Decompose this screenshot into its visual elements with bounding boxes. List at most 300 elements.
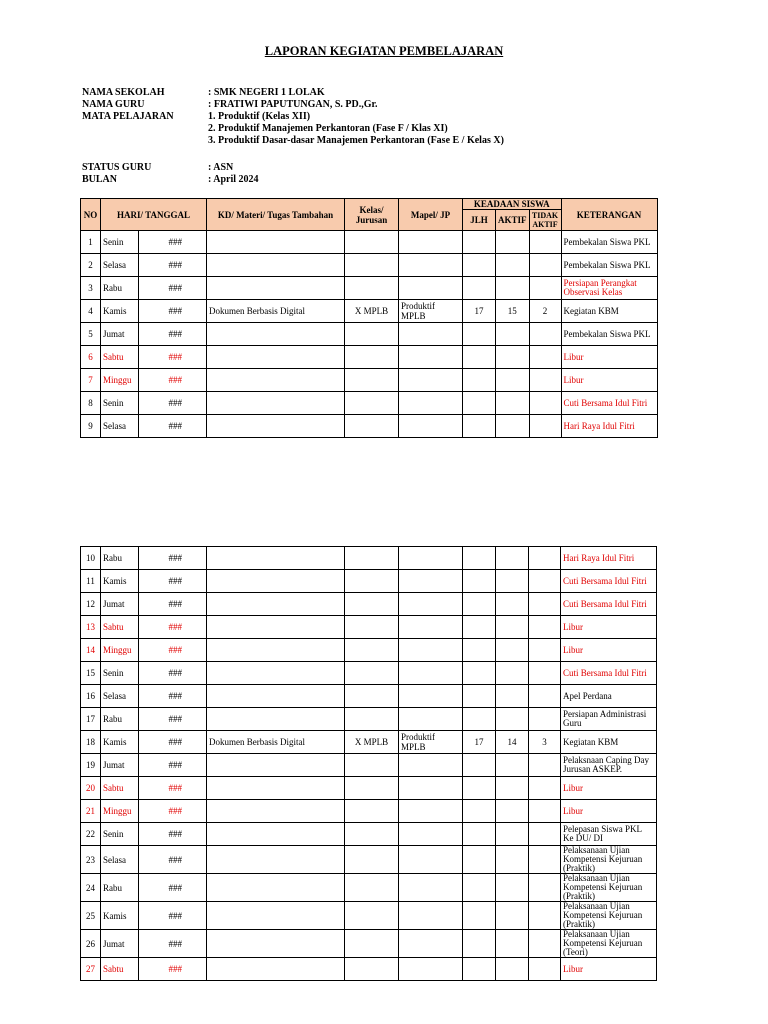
row-date: ### <box>139 639 207 662</box>
row-jlh <box>463 277 496 300</box>
row-aktif <box>496 685 529 708</box>
row-mapel <box>399 547 463 570</box>
row-tidak-aktif: 2 <box>529 300 561 323</box>
row-kelas <box>345 639 399 662</box>
row-jlh <box>463 958 496 981</box>
row-mapel <box>399 958 463 981</box>
table-row <box>81 639 657 662</box>
col-kd: KD/ Materi/ Tugas Tambahan <box>207 199 345 231</box>
row-jlh <box>463 874 496 902</box>
row-aktif <box>496 902 529 930</box>
row-aktif: 14 <box>496 731 529 754</box>
school-value: : SMK NEGERI 1 LOLAK <box>208 87 325 98</box>
row-keterangan: Hari Raya Idul Fitri <box>561 415 657 438</box>
row-day: Minggu <box>101 639 139 662</box>
row-day: Jumat <box>101 323 139 346</box>
table-row <box>81 874 657 902</box>
row-tidak-aktif <box>529 930 561 958</box>
row-mapel <box>399 616 463 639</box>
row-aktif <box>496 754 529 777</box>
row-kd <box>207 277 345 300</box>
row-tidak-aktif <box>529 415 561 438</box>
table-row <box>81 958 657 981</box>
row-mapel <box>399 685 463 708</box>
row-date: ### <box>139 323 207 346</box>
row-kelas <box>345 777 399 800</box>
row-kd <box>207 777 345 800</box>
row-keterangan: Pembekalan Siswa PKL <box>561 254 657 277</box>
row-keterangan: Pembekalan Siswa PKL <box>561 323 657 346</box>
row-day: Selasa <box>101 415 139 438</box>
row-kd <box>207 323 345 346</box>
table-row <box>81 547 657 570</box>
row-date: ### <box>139 662 207 685</box>
row-kelas <box>345 593 399 616</box>
row-aktif <box>496 777 529 800</box>
row-aktif: 15 <box>496 300 530 323</box>
row-kelas <box>345 800 399 823</box>
table-row <box>81 323 658 346</box>
row-kelas: X MPLB <box>345 731 399 754</box>
row-keterangan: Cuti Bersama Idul Fitri <box>561 662 657 685</box>
row-tidak-aktif <box>529 547 561 570</box>
row-jlh <box>463 902 496 930</box>
row-mapel <box>399 777 463 800</box>
row-kd <box>207 754 345 777</box>
month-value: : April 2024 <box>208 174 259 185</box>
row-date: ### <box>139 415 207 438</box>
subject-label: MATA PELAJARAN <box>82 111 174 122</box>
row-kd <box>207 708 345 731</box>
row-mapel <box>399 593 463 616</box>
row-tidak-aktif <box>529 800 561 823</box>
row-day: Senin <box>101 231 139 254</box>
row-no: 22 <box>81 823 101 846</box>
row-kelas <box>345 662 399 685</box>
row-day: Sabtu <box>101 616 139 639</box>
row-tidak-aktif <box>529 958 561 981</box>
row-kd <box>207 254 345 277</box>
row-kd <box>207 547 345 570</box>
row-kd <box>207 846 345 874</box>
row-kd <box>207 346 345 369</box>
row-day: Kamis <box>101 902 139 930</box>
row-kelas <box>345 277 399 300</box>
row-no: 11 <box>81 570 101 593</box>
row-aktif <box>496 823 529 846</box>
row-keterangan: Kegiatan KBM <box>561 300 657 323</box>
row-keterangan: Pelepasan Siswa PKL Ke DU/ DI <box>561 823 657 846</box>
row-kd <box>207 392 345 415</box>
row-jlh <box>463 346 496 369</box>
row-mapel <box>399 930 463 958</box>
row-jlh <box>463 754 496 777</box>
row-kd <box>207 958 345 981</box>
row-tidak-aktif <box>529 277 561 300</box>
row-no: 21 <box>81 800 101 823</box>
row-aktif <box>496 846 529 874</box>
row-tidak-aktif <box>529 662 561 685</box>
row-mapel <box>399 754 463 777</box>
row-kd <box>207 930 345 958</box>
row-day: Minggu <box>101 369 139 392</box>
row-no: 27 <box>81 958 101 981</box>
row-aktif <box>496 616 529 639</box>
row-day: Senin <box>101 823 139 846</box>
row-day: Rabu <box>101 547 139 570</box>
row-aktif <box>496 639 529 662</box>
row-day: Rabu <box>101 708 139 731</box>
row-kd <box>207 639 345 662</box>
table-row <box>81 231 658 254</box>
row-day: Kamis <box>101 731 139 754</box>
row-tidak-aktif <box>529 902 561 930</box>
row-mapel <box>399 323 463 346</box>
row-no: 9 <box>81 415 101 438</box>
row-keterangan: Libur <box>561 958 657 981</box>
row-jlh <box>463 547 496 570</box>
row-no: 25 <box>81 902 101 930</box>
row-keterangan: Persiapan Administrasi Guru <box>561 708 657 731</box>
subject-1: 1. Produktif (Kelas XII) <box>208 111 311 122</box>
row-tidak-aktif: 3 <box>529 731 561 754</box>
row-kd <box>207 823 345 846</box>
row-mapel <box>399 392 463 415</box>
row-mapel <box>399 874 463 902</box>
row-aktif <box>496 800 529 823</box>
row-date: ### <box>139 800 207 823</box>
row-jlh: 17 <box>463 300 496 323</box>
row-kelas <box>345 254 399 277</box>
row-jlh <box>463 777 496 800</box>
row-keterangan: Cuti Bersama Idul Fitri <box>561 392 657 415</box>
row-date: ### <box>139 754 207 777</box>
table-row <box>81 346 658 369</box>
row-no: 8 <box>81 392 101 415</box>
row-kd <box>207 800 345 823</box>
row-no: 7 <box>81 369 101 392</box>
table-row <box>81 685 657 708</box>
row-mapel <box>399 800 463 823</box>
row-keterangan: Apel Perdana <box>561 685 657 708</box>
row-mapel <box>399 254 463 277</box>
status-value: : ASN <box>208 162 234 173</box>
row-date: ### <box>139 346 207 369</box>
row-date: ### <box>139 277 207 300</box>
row-no: 18 <box>81 731 101 754</box>
row-kelas <box>345 231 399 254</box>
report-info <box>82 87 504 147</box>
row-tidak-aktif <box>529 639 561 662</box>
row-no: 4 <box>81 300 101 323</box>
row-date: ### <box>139 570 207 593</box>
row-keterangan: Pelaksanaan Ujian Kompetensi Kejuruan (Praktik) <box>561 874 657 902</box>
row-no: 19 <box>81 754 101 777</box>
row-no: 20 <box>81 777 101 800</box>
row-day: Selasa <box>101 685 139 708</box>
row-date: ### <box>139 777 207 800</box>
table-row <box>81 662 657 685</box>
row-kelas: X MPLB <box>345 300 399 323</box>
row-day: Jumat <box>101 593 139 616</box>
row-tidak-aktif <box>529 323 561 346</box>
row-day: Rabu <box>101 874 139 902</box>
row-no: 15 <box>81 662 101 685</box>
row-aktif <box>496 958 529 981</box>
row-aktif <box>496 570 529 593</box>
row-keterangan: Libur <box>561 346 657 369</box>
row-jlh <box>463 616 496 639</box>
row-aktif <box>496 874 529 902</box>
table-row <box>81 731 657 754</box>
table-row <box>81 415 658 438</box>
row-aktif <box>496 547 529 570</box>
row-tidak-aktif <box>529 231 561 254</box>
col-hari: HARI/ TANGGAL <box>101 199 207 231</box>
row-aktif <box>496 930 529 958</box>
row-day: Sabtu <box>101 777 139 800</box>
row-no: 12 <box>81 593 101 616</box>
row-kd <box>207 874 345 902</box>
row-day: Minggu <box>101 800 139 823</box>
row-day: Sabtu <box>101 958 139 981</box>
row-aktif <box>496 593 529 616</box>
row-no: 13 <box>81 616 101 639</box>
row-kelas <box>345 547 399 570</box>
col-kelas: Kelas/ Jurusan <box>345 199 399 231</box>
row-jlh <box>463 570 496 593</box>
row-day: Senin <box>101 392 139 415</box>
col-mapel: Mapel/ JP <box>399 199 463 231</box>
row-no: 3 <box>81 277 101 300</box>
table-row <box>81 777 657 800</box>
row-kd <box>207 616 345 639</box>
row-mapel <box>399 902 463 930</box>
row-no: 24 <box>81 874 101 902</box>
row-kelas <box>345 958 399 981</box>
row-kelas <box>345 323 399 346</box>
row-date: ### <box>139 874 207 902</box>
table-row <box>81 902 657 930</box>
table-row <box>81 616 657 639</box>
row-no: 16 <box>81 685 101 708</box>
row-jlh <box>463 415 496 438</box>
row-tidak-aktif <box>529 254 561 277</box>
row-date: ### <box>139 930 207 958</box>
table-row <box>81 392 658 415</box>
col-tidak-aktif: TIDAK AKTIF <box>529 210 561 231</box>
row-tidak-aktif <box>529 777 561 800</box>
row-aktif <box>496 708 529 731</box>
row-mapel <box>399 639 463 662</box>
table-row <box>81 846 657 874</box>
row-date: ### <box>139 823 207 846</box>
row-jlh <box>463 685 496 708</box>
row-keterangan: Hari Raya Idul Fitri <box>561 547 657 570</box>
row-day: Selasa <box>101 254 139 277</box>
row-jlh <box>463 930 496 958</box>
row-keterangan: Pembekalan Siswa PKL <box>561 231 657 254</box>
row-date: ### <box>139 392 207 415</box>
row-jlh <box>463 369 496 392</box>
row-tidak-aktif <box>529 874 561 902</box>
row-tidak-aktif <box>529 369 561 392</box>
row-day: Senin <box>101 662 139 685</box>
row-no: 5 <box>81 323 101 346</box>
row-kelas <box>345 846 399 874</box>
row-date: ### <box>139 593 207 616</box>
row-aktif <box>496 392 530 415</box>
row-no: 17 <box>81 708 101 731</box>
row-date: ### <box>139 731 207 754</box>
col-aktif: AKTIF <box>496 210 530 231</box>
row-jlh <box>463 254 496 277</box>
row-mapel <box>399 277 463 300</box>
row-jlh <box>463 823 496 846</box>
subject-2: 2. Produktif Manajemen Perkantoran (Fase F / Klas XI) <box>208 123 448 134</box>
row-date: ### <box>139 685 207 708</box>
row-tidak-aktif <box>529 754 561 777</box>
table-row <box>81 254 658 277</box>
row-keterangan: Libur <box>561 777 657 800</box>
activity-table-2 <box>80 546 657 981</box>
table-row <box>81 754 657 777</box>
row-keterangan: Libur <box>561 369 657 392</box>
month-label: BULAN <box>82 174 118 185</box>
row-aktif <box>496 231 530 254</box>
row-mapel <box>399 231 463 254</box>
col-keterangan: KETERANGAN <box>561 199 657 231</box>
row-kd <box>207 369 345 392</box>
row-kd <box>207 662 345 685</box>
row-no: 2 <box>81 254 101 277</box>
school-label: NAMA SEKOLAH <box>82 87 165 98</box>
row-mapel <box>399 846 463 874</box>
row-kd <box>207 593 345 616</box>
col-jlh: JLH <box>463 210 496 231</box>
row-aktif <box>496 662 529 685</box>
row-kd <box>207 570 345 593</box>
row-keterangan: Libur <box>561 639 657 662</box>
row-tidak-aktif <box>529 392 561 415</box>
subject-3: 3. Produktif Dasar-dasar Manajemen Perkantoran (Fase E / Kelas X) <box>208 135 504 146</box>
row-no: 14 <box>81 639 101 662</box>
activity-table-1 <box>80 198 658 438</box>
row-date: ### <box>139 708 207 731</box>
row-tidak-aktif <box>529 616 561 639</box>
row-kd <box>207 685 345 708</box>
row-tidak-aktif <box>529 846 561 874</box>
row-keterangan: Persiapan Perangkat Observasi Kelas <box>561 277 657 300</box>
row-date: ### <box>139 616 207 639</box>
table-row <box>81 300 658 323</box>
row-tidak-aktif <box>529 708 561 731</box>
row-kd: Dokumen Berbasis Digital <box>207 300 345 323</box>
row-kelas <box>345 616 399 639</box>
row-keterangan: Pelaksnaan Caping Day Jurusan ASKEP. <box>561 754 657 777</box>
table-row <box>81 570 657 593</box>
row-kelas <box>345 708 399 731</box>
row-date: ### <box>139 547 207 570</box>
row-date: ### <box>139 254 207 277</box>
row-kelas <box>345 874 399 902</box>
row-tidak-aktif <box>529 346 561 369</box>
row-mapel <box>399 662 463 685</box>
row-keterangan: Cuti Bersama Idul Fitri <box>561 593 657 616</box>
row-date: ### <box>139 958 207 981</box>
row-date: ### <box>139 369 207 392</box>
row-mapel <box>399 823 463 846</box>
row-no: 10 <box>81 547 101 570</box>
table-row <box>81 708 657 731</box>
row-keterangan: Cuti Bersama Idul Fitri <box>561 570 657 593</box>
row-tidak-aktif <box>529 593 561 616</box>
row-aktif <box>496 323 530 346</box>
row-mapel: Produktif MPLB <box>399 300 463 323</box>
row-mapel <box>399 415 463 438</box>
row-aktif <box>496 254 530 277</box>
col-no: NO <box>81 199 101 231</box>
row-mapel <box>399 570 463 593</box>
row-jlh <box>463 231 496 254</box>
table-row <box>81 823 657 846</box>
row-date: ### <box>139 846 207 874</box>
row-kelas <box>345 369 399 392</box>
row-kelas <box>345 570 399 593</box>
row-kelas <box>345 346 399 369</box>
row-keterangan: Libur <box>561 800 657 823</box>
row-aktif <box>496 415 530 438</box>
row-day: Kamis <box>101 570 139 593</box>
row-aktif <box>496 346 530 369</box>
row-jlh <box>463 662 496 685</box>
row-kd <box>207 415 345 438</box>
row-keterangan: Pelaksanaan Ujian Kompetensi Kejuruan (Teori) <box>561 930 657 958</box>
report-status <box>82 162 259 186</box>
table-row <box>81 277 658 300</box>
row-jlh: 17 <box>463 731 496 754</box>
row-kelas <box>345 823 399 846</box>
row-kd <box>207 231 345 254</box>
table-row <box>81 800 657 823</box>
row-aktif <box>496 277 530 300</box>
row-keterangan: Libur <box>561 616 657 639</box>
row-tidak-aktif <box>529 570 561 593</box>
row-jlh <box>463 800 496 823</box>
col-keadaan: KEADAAN SISWA <box>463 199 562 210</box>
row-keterangan: Pelaksanaan Ujian Kompetensi Kejuruan (Praktik) <box>561 902 657 930</box>
row-mapel <box>399 708 463 731</box>
row-no: 26 <box>81 930 101 958</box>
row-jlh <box>463 639 496 662</box>
teacher-label: NAMA GURU <box>82 99 145 110</box>
row-day: Selasa <box>101 846 139 874</box>
row-jlh <box>463 708 496 731</box>
status-label: STATUS GURU <box>82 162 152 173</box>
row-no: 1 <box>81 231 101 254</box>
row-jlh <box>463 846 496 874</box>
table-row <box>81 930 657 958</box>
row-date: ### <box>139 300 207 323</box>
row-kelas <box>345 685 399 708</box>
row-jlh <box>463 392 496 415</box>
row-kelas <box>345 930 399 958</box>
table-row <box>81 369 658 392</box>
row-no: 23 <box>81 846 101 874</box>
row-kelas <box>345 902 399 930</box>
row-mapel <box>399 369 463 392</box>
row-kd: Dokumen Berbasis Digital <box>207 731 345 754</box>
